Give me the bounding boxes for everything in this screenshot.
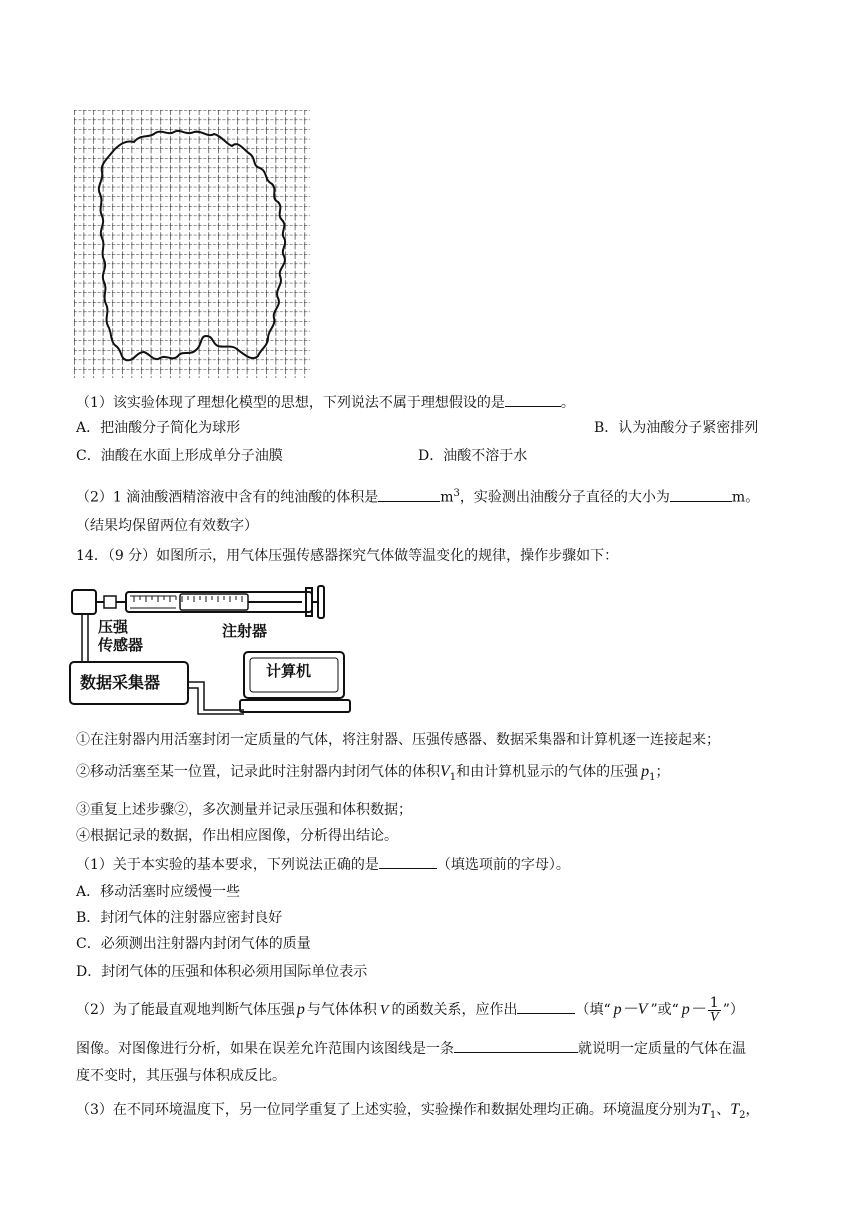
step-3: ③重复上述步骤②，多次测量并记录压强和体积数据；: [76, 802, 412, 818]
answer-blank[interactable]: [379, 854, 437, 869]
q13-sub2-note: （结果均保留两位有效数字）: [76, 518, 258, 534]
q14-option-a: A．移动活塞时应缓慢一些: [76, 884, 241, 900]
q14-sub3-prompt: （3）在不同环境温度下，另一位同学重复了上述实验，实验操作和数据处理均正确。环境温度分别为$T_1$、$T_2$，: [76, 1101, 760, 1121]
syringe-label: 注射器: [222, 622, 268, 640]
answer-blank[interactable]: [505, 392, 561, 407]
q13-option-a: A．把油酸分子简化为球形: [76, 420, 241, 436]
answer-blank[interactable]: [670, 487, 732, 502]
q14-sub2-line3: 度不变时，其压强与体积成反比。: [76, 1068, 286, 1084]
q14-option-d: D．封闭气体的压强和体积必须用国际单位表示: [76, 964, 368, 980]
one-over-v-fraction: $\frac{1}{V}$: [709, 994, 719, 1025]
step-2: ②移动活塞至某一位置，记录此时注射器内封闭气体的体积$V_1$和由计算机显示的气体的压强 $p_1$；: [76, 763, 670, 783]
q14-heading: 14．（9 分）如图所示，用气体压强传感器探究气体做等温变化的规律，操作步骤如下：: [76, 548, 619, 564]
step-1: ①在注射器内用活塞封闭一定质量的气体，将注射器、压强传感器、数据采集器和计算机逐一连接起来；: [76, 732, 720, 748]
q13-option-c: C．油酸在水面上形成单分子油膜: [76, 448, 283, 464]
computer-label: 计算机: [266, 662, 312, 680]
q14-option-b: B．封闭气体的注射器应密封良好: [76, 910, 283, 926]
collector-label: 数据采集器: [80, 673, 161, 692]
q13-sub2-prompt: （2）1 滴油酸酒精溶液中含有的纯油酸的体积是 $m^3$，实验测出油酸分子直径的大小为 m。: [76, 488, 760, 506]
q13-sub1-prompt: （1）该实验体现了理想化模型的思想，下列说法不属于理想假设的是 。: [76, 392, 575, 413]
answer-blank[interactable]: [454, 1038, 578, 1053]
q13-option-b: B．认为油酸分子紧密排列: [594, 420, 759, 436]
q14-sub2-line1: （2）为了能最直观地判断气体压强 p 与气体体积 V 的函数关系，应作出 （填“ p－V ”或“ p－ $\frac{1}{V}$ ”）: [76, 994, 744, 1025]
pressure-sensor-shape: [72, 590, 96, 614]
oil-film-grid-figure: [74, 110, 310, 378]
syringe-shape: [126, 586, 324, 618]
answer-blank[interactable]: [517, 999, 575, 1014]
q14-sub2-line2: 图像。对图像进行分析，如果在误差允许范围内该图线是一条 就说明一定质量的气体在温: [76, 1038, 746, 1059]
q14-sub1-prompt: （1）关于本实验的基本要求，下列说法正确的是 （填选项前的字母）。: [76, 854, 570, 875]
q13-option-d: D．油酸不溶于水: [418, 448, 528, 464]
answer-blank[interactable]: [378, 487, 440, 502]
q14-option-c: C．必须测出注射器内封闭气体的质量: [76, 936, 311, 952]
sensor-label: 压强 传感器: [98, 618, 144, 654]
step-4: ④根据记录的数据，作出相应图像，分析得出结论。: [76, 828, 398, 844]
